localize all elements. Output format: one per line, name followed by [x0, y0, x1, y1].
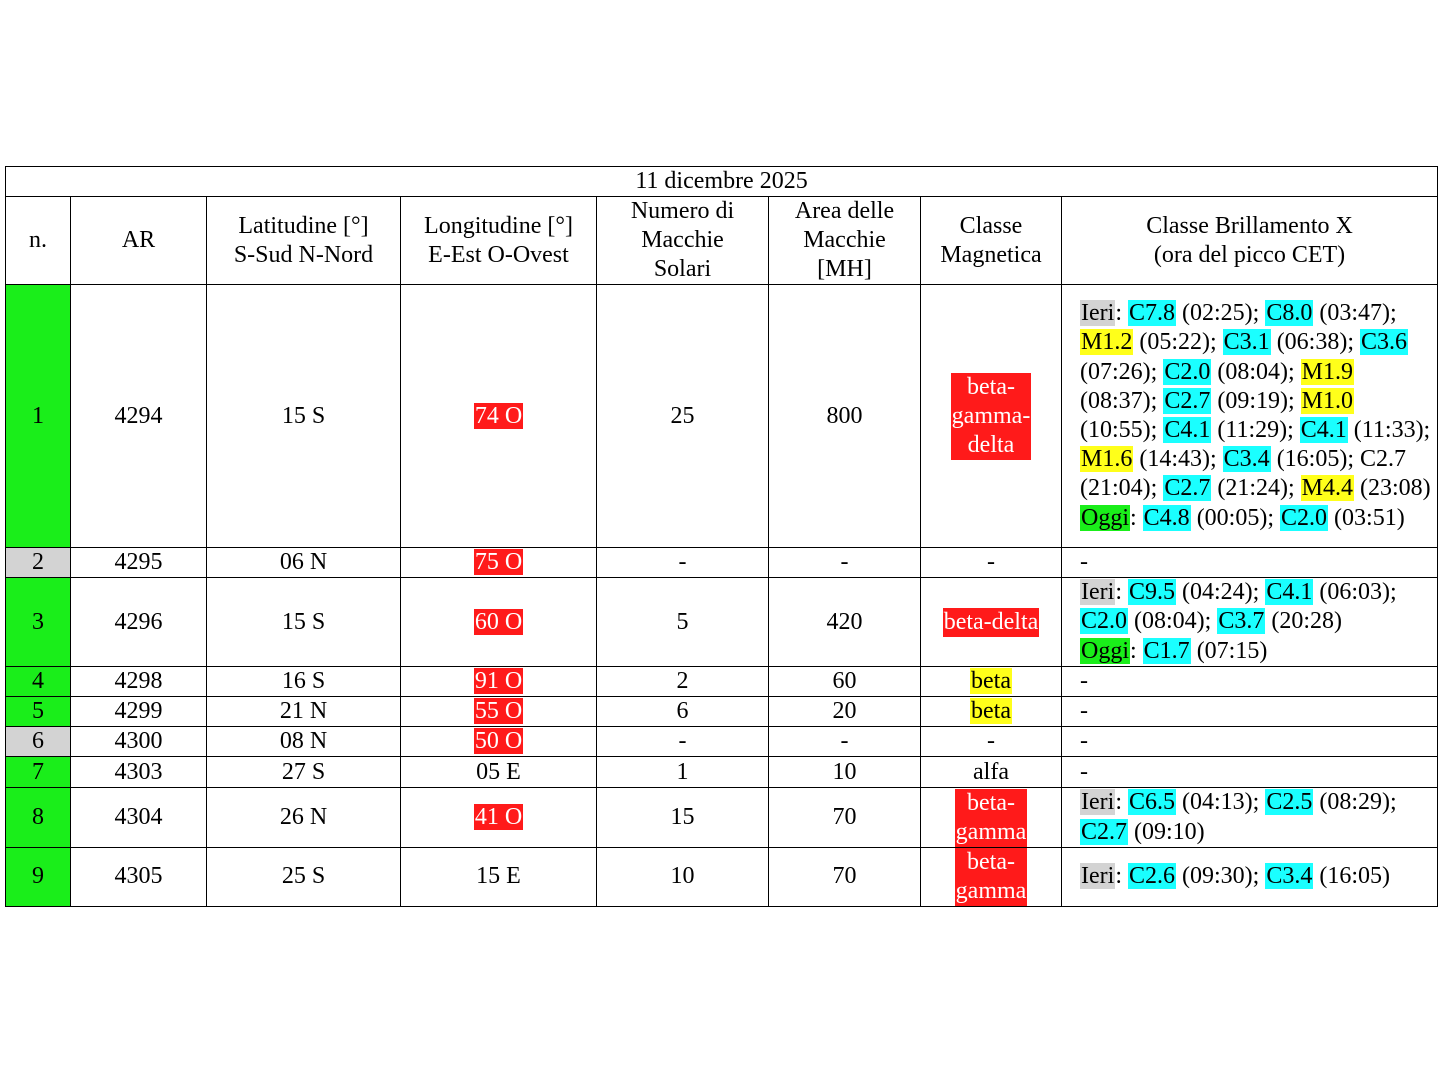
magnetic-class-cell	[921, 697, 1062, 727]
flare-text: (04:24);	[1176, 579, 1266, 606]
header-magnetic-class-line: Magnetica	[940, 241, 1042, 268]
label-today: Oggi	[1081, 637, 1129, 664]
spot-count: 10	[597, 847, 769, 906]
header-spot-count-line: Macchie	[641, 227, 724, 253]
active-regions-table	[5, 166, 1438, 907]
magnetic-class-line: -	[987, 549, 995, 576]
header-spot-count-line: Solari	[653, 256, 712, 282]
flare-class-badge: C3.4	[1223, 446, 1270, 473]
longitude-cell	[401, 697, 597, 727]
table-body	[6, 285, 1438, 907]
magnetic-class	[970, 697, 1012, 726]
table-row	[6, 727, 1438, 757]
longitude-cell	[401, 666, 597, 696]
flare-class-badge: M1.6	[1081, 446, 1133, 473]
region-number: 4296	[71, 578, 207, 667]
longitude: 50 O	[474, 728, 523, 755]
spot-area: -	[769, 727, 921, 757]
longitude-cell	[401, 548, 597, 578]
header-flare-class-line: (ora del picco CET)	[1153, 241, 1346, 268]
label-yesterday: Ieri	[1081, 300, 1115, 327]
longitude-cell	[401, 578, 597, 667]
label-yesterday: Ieri	[1081, 863, 1115, 890]
table-row	[6, 285, 1438, 548]
flare-text: (02:25);	[1176, 300, 1266, 327]
flare-class-badge: M1.0	[1301, 387, 1354, 414]
row-number: 3	[6, 578, 71, 667]
magnetic-class-line: beta	[971, 698, 1011, 725]
longitude-cell	[401, 788, 597, 847]
flare-class-badge: C2.7	[1164, 387, 1211, 414]
region-number: 4299	[71, 697, 207, 727]
flare-class-badge: C3.4	[1266, 863, 1313, 890]
magnetic-class	[955, 848, 1028, 906]
flare-text: (08:04);	[1211, 358, 1301, 385]
latitude: 15 S	[207, 285, 401, 548]
header-latitude-line: S-Sud N-Nord	[233, 241, 374, 268]
row-number: 9	[6, 847, 71, 906]
header-spot-area-line: [MH]	[817, 256, 872, 282]
flare-text: (09:30);	[1176, 863, 1266, 890]
flare-class-badge: C4.1	[1164, 417, 1211, 443]
flare-class-badge: C2.7	[1164, 475, 1211, 502]
region-number: 4304	[71, 788, 207, 847]
spot-count: 15	[597, 788, 769, 847]
flare-list	[1062, 548, 1438, 578]
spot-count: 6	[597, 697, 769, 727]
magnetic-class-line: gamma	[955, 877, 1027, 904]
flare-text: -	[1080, 698, 1088, 725]
table-row	[6, 847, 1438, 906]
magnetic-class-line: beta-	[951, 373, 1032, 402]
flare-text: (16:05)	[1313, 863, 1390, 890]
label-today: Oggi	[1081, 504, 1129, 531]
longitude: 75 O	[474, 549, 523, 576]
table-title: 11 dicembre 2025	[6, 167, 1438, 197]
flare-text: -	[1080, 549, 1088, 575]
magnetic-class	[970, 667, 1012, 696]
flare-text: (21:24);	[1211, 475, 1301, 502]
flare-text: (06:03);	[1313, 579, 1397, 606]
flare-class-badge: C3.1	[1223, 329, 1270, 356]
header-latitude-line: Latitudine [°]	[238, 212, 369, 239]
flare-list	[1062, 697, 1438, 727]
header-ar-line: AR	[121, 227, 156, 253]
header-magnetic-class-line: Classe	[959, 212, 1023, 239]
flare-list	[1062, 666, 1438, 696]
header-row	[6, 197, 1438, 285]
flare-text: (14:43);	[1133, 446, 1223, 473]
magnetic-class-line: -	[987, 728, 995, 755]
flare-class-badge: C4.1	[1266, 579, 1313, 606]
region-number: 4298	[71, 666, 207, 696]
spot-count: 5	[597, 578, 769, 667]
header-ar	[71, 197, 207, 285]
longitude: 91 O	[474, 667, 523, 694]
header-longitude-line: E-Est O-Ovest	[428, 241, 569, 268]
flare-list	[1062, 847, 1438, 906]
magnetic-class-cell	[921, 666, 1062, 696]
flare-class-badge: C3.7	[1218, 608, 1265, 635]
flare-text: (03:51)	[1328, 504, 1405, 531]
header-spot-area-line: Macchie	[803, 227, 886, 253]
flare-list	[1062, 727, 1438, 757]
header-n-line: n.	[29, 227, 47, 253]
region-number: 4294	[71, 285, 207, 548]
flare-text: (08:29);	[1313, 789, 1397, 816]
magnetic-class-cell	[921, 727, 1062, 757]
region-number: 4295	[71, 548, 207, 578]
flare-text: (11:29);	[1211, 417, 1300, 443]
header-spot-area	[769, 197, 921, 285]
flare-text: (03:47);	[1313, 300, 1397, 327]
table-row	[6, 666, 1438, 696]
spot-count: 25	[597, 285, 769, 548]
flare-class-badge: C6.5	[1128, 789, 1175, 816]
flare-text: (07:15)	[1190, 637, 1268, 664]
region-number: 4305	[71, 847, 207, 906]
flare-text: :	[1130, 504, 1143, 531]
row-number: 8	[6, 788, 71, 847]
table-row	[6, 697, 1438, 727]
flare-text: (08:04);	[1128, 608, 1218, 635]
flare-text: (09:19);	[1211, 387, 1301, 414]
flare-list	[1062, 757, 1438, 788]
flare-list	[1062, 578, 1438, 667]
header-flare-class	[1062, 197, 1438, 285]
longitude: 60 O	[474, 608, 523, 635]
flare-class-badge: M1.9	[1301, 358, 1354, 385]
spot-area: 60	[769, 666, 921, 696]
flare-text: (09:10)	[1128, 818, 1205, 845]
header-spot-count-line: Numero di	[630, 198, 735, 224]
flare-text: (07:26);	[1080, 358, 1164, 385]
label-yesterday: Ieri	[1081, 579, 1115, 606]
header-flare-class-line: Classe Brillamento X	[1146, 212, 1353, 239]
flare-list	[1062, 285, 1438, 548]
flare-text: :	[1115, 300, 1128, 327]
latitude: 06 N	[207, 548, 401, 578]
latitude: 26 N	[207, 788, 401, 847]
row-number: 2	[6, 548, 71, 578]
header-spot-area-line: Area delle	[794, 198, 895, 224]
flare-class-badge: M1.2	[1081, 329, 1133, 356]
longitude-cell	[401, 285, 597, 548]
spot-area: 10	[769, 757, 921, 788]
longitude: 74 O	[474, 402, 523, 429]
flare-list	[1062, 788, 1438, 847]
flare-class-badge: C8.0	[1266, 300, 1313, 327]
table-row	[6, 578, 1438, 667]
flare-class-badge: C1.7	[1143, 637, 1190, 664]
flare-text: (00:05);	[1190, 504, 1281, 531]
longitude: 55 O	[474, 698, 523, 725]
magnetic-class-line: beta-	[955, 789, 1028, 818]
table-row	[6, 757, 1438, 788]
spot-count: 1	[597, 757, 769, 788]
flare-class-badge: M4.4	[1301, 475, 1354, 502]
magnetic-class-line: delta	[951, 431, 1032, 460]
flare-class-badge: C2.7	[1081, 818, 1128, 845]
flare-text: (06:38);	[1270, 329, 1361, 356]
region-number: 4303	[71, 757, 207, 788]
label-yesterday: Ieri	[1081, 789, 1115, 816]
flare-text: :	[1115, 789, 1128, 816]
title-row	[6, 167, 1438, 197]
spot-area: 420	[769, 578, 921, 667]
flare-class-badge: C2.6	[1128, 863, 1175, 890]
region-number: 4300	[71, 727, 207, 757]
latitude: 27 S	[207, 757, 401, 788]
flare-text: :	[1115, 863, 1128, 890]
flare-class-badge: C4.1	[1300, 417, 1347, 443]
row-number: 4	[6, 666, 71, 696]
spot-area: -	[769, 548, 921, 578]
spot-count: -	[597, 727, 769, 757]
flare-class-badge: C3.6	[1361, 329, 1408, 356]
magnetic-class	[943, 608, 1040, 637]
flare-text: (23:08)	[1354, 475, 1431, 502]
flare-class-badge: C9.5	[1128, 579, 1175, 606]
longitude: 41 O	[474, 804, 523, 831]
latitude: 25 S	[207, 847, 401, 906]
row-number: 6	[6, 727, 71, 757]
spot-area: 70	[769, 788, 921, 847]
flare-text: (11:33);	[1347, 417, 1431, 443]
flare-class-badge: C2.5	[1266, 789, 1313, 816]
header-n	[6, 197, 71, 285]
flare-text: (10:55);	[1080, 417, 1164, 443]
flare-text: (20:28)	[1265, 608, 1343, 635]
flare-text: (05:22);	[1133, 329, 1223, 356]
flare-class-badge: C2.0	[1281, 504, 1328, 531]
table-row	[6, 788, 1438, 847]
flare-text: -	[1080, 758, 1088, 785]
row-number: 1	[6, 285, 71, 548]
latitude: 16 S	[207, 666, 401, 696]
magnetic-class	[955, 789, 1028, 847]
latitude: 15 S	[207, 578, 401, 667]
row-number: 7	[6, 757, 71, 788]
header-latitude	[207, 197, 401, 285]
table-row	[6, 548, 1438, 578]
magnetic-class-line: beta	[971, 667, 1011, 694]
magnetic-class	[987, 727, 995, 756]
flare-class-badge: C2.0	[1164, 358, 1211, 385]
flare-class-badge: C7.8	[1128, 300, 1175, 327]
flare-text: -	[1080, 667, 1088, 694]
flare-class-badge: C2.0	[1081, 608, 1128, 635]
magnetic-class-line: gamma-	[951, 402, 1031, 429]
header-spot-count	[597, 197, 769, 285]
longitude: 15 E	[476, 863, 521, 890]
header-longitude-line: Longitudine [°]	[424, 212, 573, 239]
longitude-cell	[401, 847, 597, 906]
magnetic-class-line: beta-delta	[943, 608, 1039, 635]
magnetic-class-cell	[921, 285, 1062, 548]
header-longitude	[401, 197, 597, 285]
magnetic-class-cell	[921, 578, 1062, 667]
longitude: 05 E	[476, 758, 521, 785]
magnetic-class	[987, 548, 995, 577]
latitude: 21 N	[207, 697, 401, 727]
magnetic-class-line: alfa	[973, 758, 1009, 785]
flare-text: -	[1080, 728, 1088, 755]
spot-area: 800	[769, 285, 921, 548]
spot-count: -	[597, 548, 769, 578]
magnetic-class	[951, 373, 1032, 460]
row-number: 5	[6, 697, 71, 727]
magnetic-class-cell	[921, 847, 1062, 906]
magnetic-class-cell	[921, 757, 1062, 788]
longitude-cell	[401, 757, 597, 788]
magnetic-class-line: gamma	[955, 818, 1027, 845]
header-magnetic-class	[921, 197, 1062, 285]
flare-text: :	[1115, 579, 1128, 606]
longitude-cell	[401, 727, 597, 757]
latitude: 08 N	[207, 727, 401, 757]
magnetic-class-cell	[921, 548, 1062, 578]
spot-count: 2	[597, 666, 769, 696]
spot-area: 70	[769, 847, 921, 906]
flare-class-badge: C4.8	[1143, 504, 1190, 531]
magnetic-class	[973, 758, 1009, 787]
flare-text: (04:13);	[1176, 789, 1266, 816]
magnetic-class-cell	[921, 788, 1062, 847]
flare-text: (16:05); C2.7 (21:04);	[1080, 446, 1407, 502]
flare-text: :	[1130, 637, 1143, 664]
magnetic-class-line: beta-	[955, 848, 1028, 877]
spot-area: 20	[769, 697, 921, 727]
flare-text: (08:37);	[1080, 387, 1164, 414]
